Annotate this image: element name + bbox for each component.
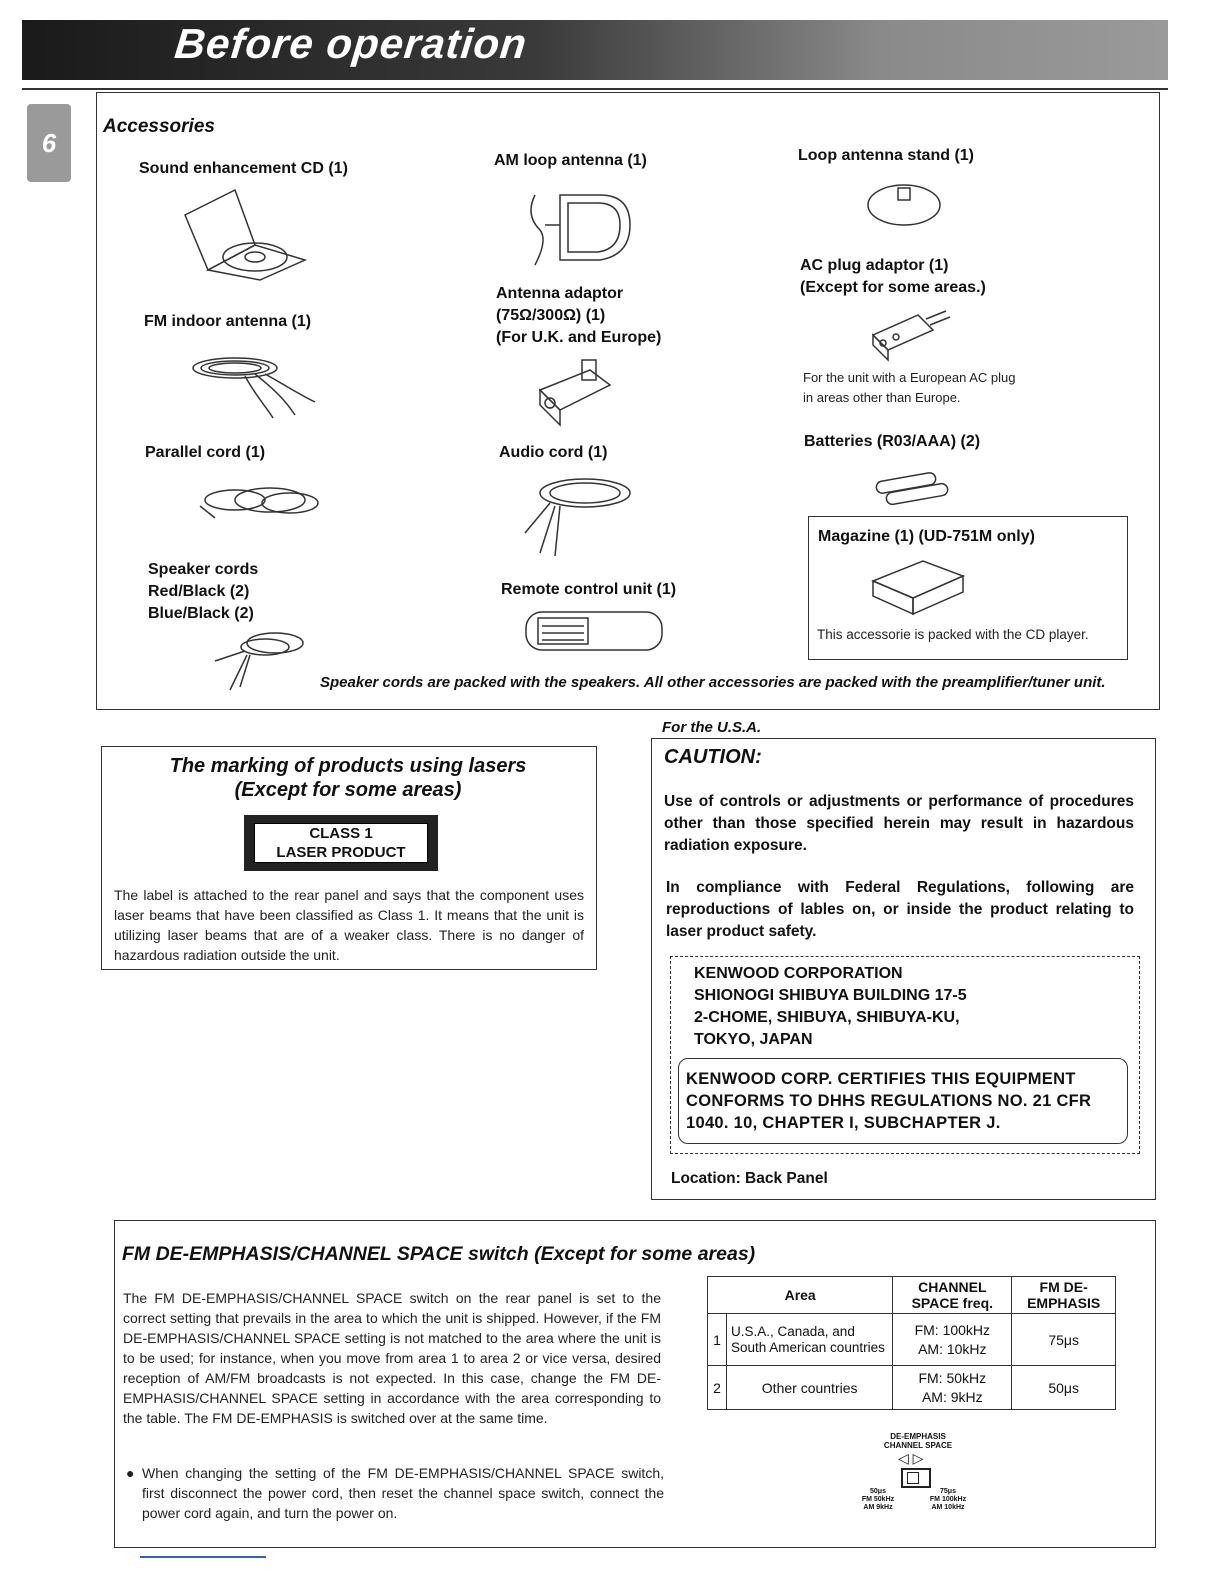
switch-right-line: 75μs — [940, 1488, 956, 1495]
item-speaker-cords — [148, 559, 258, 625]
am-loop-icon — [520, 185, 640, 270]
header-fm-deemphasis: FM DE-EMPHASIS — [1012, 1277, 1116, 1314]
magazine-note: This accessorie is packed with the CD player. — [817, 627, 1089, 642]
speaker-cord-icon — [205, 625, 315, 695]
switch-right-line: FM 100kHz — [929, 1496, 967, 1503]
item-ac-plug — [800, 255, 986, 299]
channel-am: AM: 10kHz — [918, 1340, 987, 1357]
caution-para1: Use of controls or adjustments or performance of procedures other than those specified herein may result in hazardous radiation exposure. — [664, 793, 1134, 854]
row-area: U.S.A., Canada, and South American countries — [727, 1314, 893, 1366]
item-sound-cd: Sound enhancement CD (1) — [139, 160, 348, 177]
slide-switch-knob — [907, 1472, 919, 1484]
row-area: Other countries — [727, 1366, 893, 1410]
cert-line: KENWOOD CORP. CERTIFIES THIS EQUIPMENT — [686, 1070, 1076, 1088]
laser-title-line: The marking of products using lasers — [169, 755, 527, 777]
switch-label-line: DE-EMPHASIS — [890, 1432, 946, 1441]
slide-switch-icon — [901, 1468, 931, 1488]
batteries-icon — [868, 472, 958, 507]
area-table — [707, 1276, 1116, 1410]
accessories-footnote: Speaker cords are packed with the speakers. All other accessories are packed with the preamplifier/tuner unit. — [320, 674, 1106, 691]
page-number: 6 — [41, 128, 57, 158]
ac-plug-note-line: For the unit with a European AC plug — [803, 370, 1016, 385]
kenwood-address — [694, 963, 967, 1051]
header-rule — [22, 88, 1168, 90]
header-channel-space: CHANNEL SPACE freq. — [893, 1277, 1012, 1314]
bullet-icon: ● — [126, 1465, 135, 1481]
remote-icon — [522, 606, 667, 656]
certification-text — [686, 1068, 1091, 1134]
row-num: 2 — [708, 1366, 727, 1410]
switch-left-line: FM 50kHz — [861, 1496, 895, 1503]
switch-label — [868, 1432, 968, 1450]
parallel-cord-icon — [195, 478, 325, 528]
item-batteries: Batteries (R03/AAA) (2) — [804, 433, 981, 450]
address-line: TOKYO, JAPAN — [694, 1031, 813, 1048]
loop-stand-icon — [862, 180, 947, 230]
laser-title-line: (Except for some areas) — [234, 779, 462, 801]
ac-plug-note-line: in areas other than Europe. — [803, 390, 961, 405]
laser-text: The label is attached to the rear panel and says that the component uses laser beams that have been classified as Class 1. It means that the unit is utilizing laser beams that are of a weaker class. There is no danger of hazardous radiation outside the unit. — [114, 887, 584, 963]
ac-plug-note — [803, 368, 1015, 408]
class1-label-line2: LASER PRODUCT — [276, 844, 406, 861]
row-deemphasis: 50μs — [1012, 1366, 1116, 1410]
cert-line: 1040. 10, CHAPTER I, SUBCHAPTER J. — [686, 1114, 1001, 1132]
item-magazine: Magazine (1) (UD-751M only) — [818, 528, 1035, 545]
accessories-title: Accessories — [103, 116, 215, 137]
laser-title — [101, 754, 595, 802]
item-antenna-adaptor — [496, 283, 661, 349]
caution-para2: In compliance with Federal Regulations, following are reproductions of lables on, or inside the product relating to laser product safety. — [666, 879, 1134, 940]
page-title: Before operation — [172, 20, 530, 67]
speaker-cords-line: Speaker cords — [148, 561, 259, 578]
switch-arrows-icon: ◁ ▷ — [898, 1450, 924, 1466]
class1-label-text — [254, 823, 428, 863]
switch-right-line: AM 10kHz — [931, 1504, 965, 1511]
antenna-adaptor-line: (75Ω/300Ω) (1) — [496, 307, 606, 324]
address-line: SHIONOGI SHIBUYA BUILDING 17-5 — [694, 987, 967, 1004]
cert-line: CONFORMS TO DHHS REGULATIONS NO. 21 CFR — [686, 1092, 1092, 1110]
antenna-adaptor-icon — [530, 355, 620, 430]
speaker-cords-line: Red/Black (2) — [148, 583, 250, 600]
switch-right-settings — [918, 1488, 978, 1512]
fm-title: FM DE-EMPHASIS/CHANNEL SPACE switch (Except for some areas) — [122, 1243, 756, 1265]
fm-antenna-icon — [185, 340, 325, 420]
row-num: 1 — [708, 1314, 727, 1366]
bottom-link-rule — [140, 1556, 266, 1558]
caution-title: CAUTION: — [664, 746, 762, 768]
class1-label — [244, 815, 438, 871]
row-channel — [893, 1314, 1012, 1366]
item-parallel-cord: Parallel cord (1) — [145, 444, 266, 461]
row-channel — [893, 1366, 1012, 1410]
class1-label-line1: CLASS 1 — [309, 825, 373, 842]
channel-fm: FM: 100kHz — [914, 1321, 991, 1338]
speaker-cords-line: Blue/Black (2) — [148, 605, 254, 622]
ac-plug-line: (Except for some areas.) — [800, 279, 986, 296]
cd-icon — [180, 185, 310, 285]
switch-left-line: AM 9kHz — [863, 1504, 893, 1511]
page-number-tab — [27, 104, 71, 182]
item-remote: Remote control unit (1) — [501, 581, 677, 598]
switch-label-line: CHANNEL SPACE — [883, 1441, 953, 1450]
antenna-adaptor-line: (For U.K. and Europe) — [496, 329, 662, 346]
label-location: Location: Back Panel — [671, 1170, 828, 1187]
item-fm-indoor: FM indoor antenna (1) — [144, 313, 312, 330]
item-audio-cord: Audio cord (1) — [499, 444, 608, 461]
caution-region: For the U.S.A. — [662, 719, 762, 736]
row-deemphasis: 75μs — [1012, 1314, 1116, 1366]
ac-plug-icon — [868, 305, 958, 365]
item-loop-stand: Loop antenna stand (1) — [798, 147, 974, 164]
switch-left-settings — [848, 1488, 908, 1512]
channel-fm: FM: 50kHz — [918, 1369, 987, 1386]
magazine-icon — [868, 556, 968, 616]
fm-paragraph: The FM DE-EMPHASIS/CHANNEL SPACE switch on the rear panel is set to the correct setting that prevails in the area to which the unit is shipped. However, if the FM DE-EMPHASIS/CHANNEL SPACE setting is not matched to the area where the unit is to be used; for instance, when you move from area 1 to area 2 or vice versa, desired reception of AM/FM broadcasts is not expected. In this case, change the FM DE-EMPHASIS/CHANNEL SPACE setting in accordance with the area corresponding to the table. The FM DE-EMPHASIS is switched over at the same time. — [123, 1290, 661, 1426]
address-line: KENWOOD CORPORATION — [694, 965, 903, 982]
item-am-loop: AM loop antenna (1) — [494, 152, 647, 169]
channel-am: AM: 9kHz — [921, 1388, 983, 1405]
address-line: 2-CHOME, SHIBUYA, SHIBUYA-KU, — [694, 1009, 960, 1026]
audio-cord-icon — [510, 468, 640, 563]
ac-plug-line: AC plug adaptor (1) — [800, 257, 949, 274]
fm-bullet-text: When changing the setting of the FM DE-EMPHASIS/CHANNEL SPACE switch, first disconnect the power cord, then reset the channel space switch, connect the power cord again, and turn the power on. — [142, 1465, 664, 1521]
antenna-adaptor-line: Antenna adaptor — [496, 285, 624, 302]
header-area: Area — [708, 1277, 893, 1314]
switch-left-line: 50μs — [870, 1488, 886, 1495]
fm-bullet — [126, 1463, 664, 1523]
